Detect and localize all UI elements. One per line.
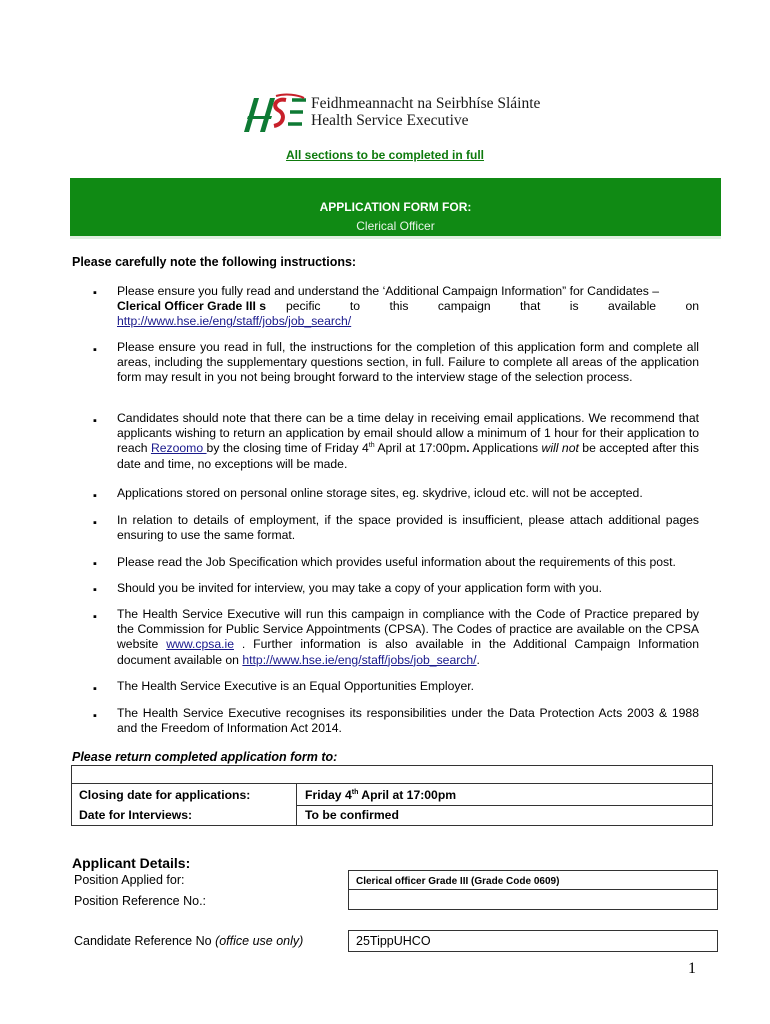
bullet-icon: ▪ xyxy=(93,287,97,299)
instruction-item xyxy=(117,284,699,330)
banner-subtitle: Clerical Officer xyxy=(356,219,435,233)
instruction-text: Applications xyxy=(469,441,542,456)
org-name-english: Health Service Executive xyxy=(311,112,469,129)
interview-date-label: Date for Interviews: xyxy=(79,808,193,822)
closing-date-value xyxy=(305,788,456,802)
instruction-item: Should you be invited for interview, you may take a copy of your application form with you. xyxy=(117,581,603,595)
interview-date-value: To be confirmed xyxy=(305,808,399,822)
page-number: 1 xyxy=(688,960,696,977)
instruction-text: The Health Service Executive will run this campaign in compliance with the Code of Practice prepared by the Commission for Public Service Appointments (CPSA). The Codes of practice are available on the CPSA website xyxy=(117,607,699,652)
return-address-field[interactable] xyxy=(71,765,713,784)
bullet-icon: ▪ xyxy=(93,584,97,596)
instruction-item xyxy=(117,411,699,472)
instructions-heading: Please carefully note the following instructions: xyxy=(72,255,357,269)
bullet-icon: ▪ xyxy=(93,611,97,623)
instruction-text: . xyxy=(476,652,480,667)
job-search-link[interactable]: http://www.hse.ie/eng/staff/jobs/job_search/ xyxy=(117,314,352,329)
instruction-italic: will not xyxy=(541,441,579,456)
bullet-icon: ▪ xyxy=(93,558,97,570)
instruction-text: be accepted after this date and time, no exceptions will be made. xyxy=(117,441,699,471)
org-name xyxy=(311,95,540,129)
instruction-item: Applications stored on personal online storage sites, eg. skydrive, icloud etc. will not be accepted. xyxy=(117,486,643,500)
instruction-text: by the closing time of Friday 4 xyxy=(206,441,369,456)
banner-title: APPLICATION FORM FOR: xyxy=(319,200,472,214)
position-label: Position Applied for: xyxy=(74,873,185,887)
org-name-irish: Feidhmeannacht na Seirbhíse Sláinte xyxy=(311,95,541,112)
instruction-item: The Health Service Executive is an Equal Opportunities Employer. xyxy=(117,679,475,693)
reference-field[interactable] xyxy=(348,889,718,910)
closing-date-text: Friday 4 xyxy=(305,788,352,802)
instruction-item: Please read the Job Specification which provides useful information about the requirements of this post. xyxy=(117,555,676,569)
instruction-item xyxy=(117,607,699,668)
instruction-item: In relation to details of employment, if the space provided is insufficient, please attach additional pages ensuring to use the same format. xyxy=(117,513,699,543)
instruction-text: Please ensure you fully read and understand the ‘Additional Campaign Information” for Candidates – xyxy=(117,284,659,298)
closing-date-label: Closing date for applications: xyxy=(79,788,251,802)
instruction-text: . Further information is also available in the Additional Campaign Information document available on xyxy=(117,637,699,667)
rezoomo-link[interactable]: Rezoomo xyxy=(150,441,207,456)
bullet-icon: ▪ xyxy=(93,710,97,722)
closing-date-text: April at 17:00pm xyxy=(358,788,457,802)
cpsa-link[interactable]: www.cpsa.ie xyxy=(166,637,234,652)
position-value: Clerical officer Grade III (Grade Code 0609) xyxy=(356,876,560,887)
candidate-ref-label xyxy=(74,934,303,948)
bullet-icon: ▪ xyxy=(93,517,97,529)
bullet-icon: ▪ xyxy=(93,415,97,427)
applicant-details-heading: Applicant Details: xyxy=(72,855,191,871)
bullet-icon: ▪ xyxy=(93,344,97,356)
bullet-icon: ▪ xyxy=(93,683,97,695)
reference-label: Position Reference No.: xyxy=(74,894,207,908)
candidate-ref-value: 25TippUHCO xyxy=(356,934,431,948)
candidate-ref-note: (office use only) xyxy=(215,934,304,948)
complete-notice: All sections to be completed in full xyxy=(285,148,485,162)
instruction-text: April at 17:00pm xyxy=(374,441,467,456)
form-banner xyxy=(70,178,721,239)
instruction-item: Please ensure you read in full, the instructions for the completion of this application form and complete all areas, including the supplementary questions section, in full. Failure to complete all areas of the application form may result in you not being brought forward to the interview stage of the selection process. xyxy=(117,340,699,385)
job-search-link-2[interactable]: http://www.hse.ie/eng/staff/jobs/job_search/ xyxy=(242,652,477,667)
instruction-bold: . xyxy=(466,441,470,456)
return-heading: Please return completed application form to: xyxy=(72,750,338,764)
instruction-bold: Clerical Officer Grade III s xyxy=(117,299,267,314)
instruction-item: The Health Service Executive recognises its responsibilities under the Data Protection Acts 2003 & 1988 and the Freedom of Information Act 2014. xyxy=(117,706,699,736)
superscript: th xyxy=(368,442,375,450)
superscript: th xyxy=(351,788,359,796)
instruction-text: pecific to this campaign that is available on xyxy=(285,299,699,314)
instruction-text: Candidates should note that there can be a time delay in receiving email applications. We recommend that applicants wishing to return an application by email should allow a minimum of 1 hour for their application to reach xyxy=(117,411,699,456)
bullet-icon: ▪ xyxy=(93,490,97,502)
dates-table-row-divider xyxy=(296,805,713,806)
candidate-ref-text: Candidate Reference No xyxy=(74,934,216,948)
